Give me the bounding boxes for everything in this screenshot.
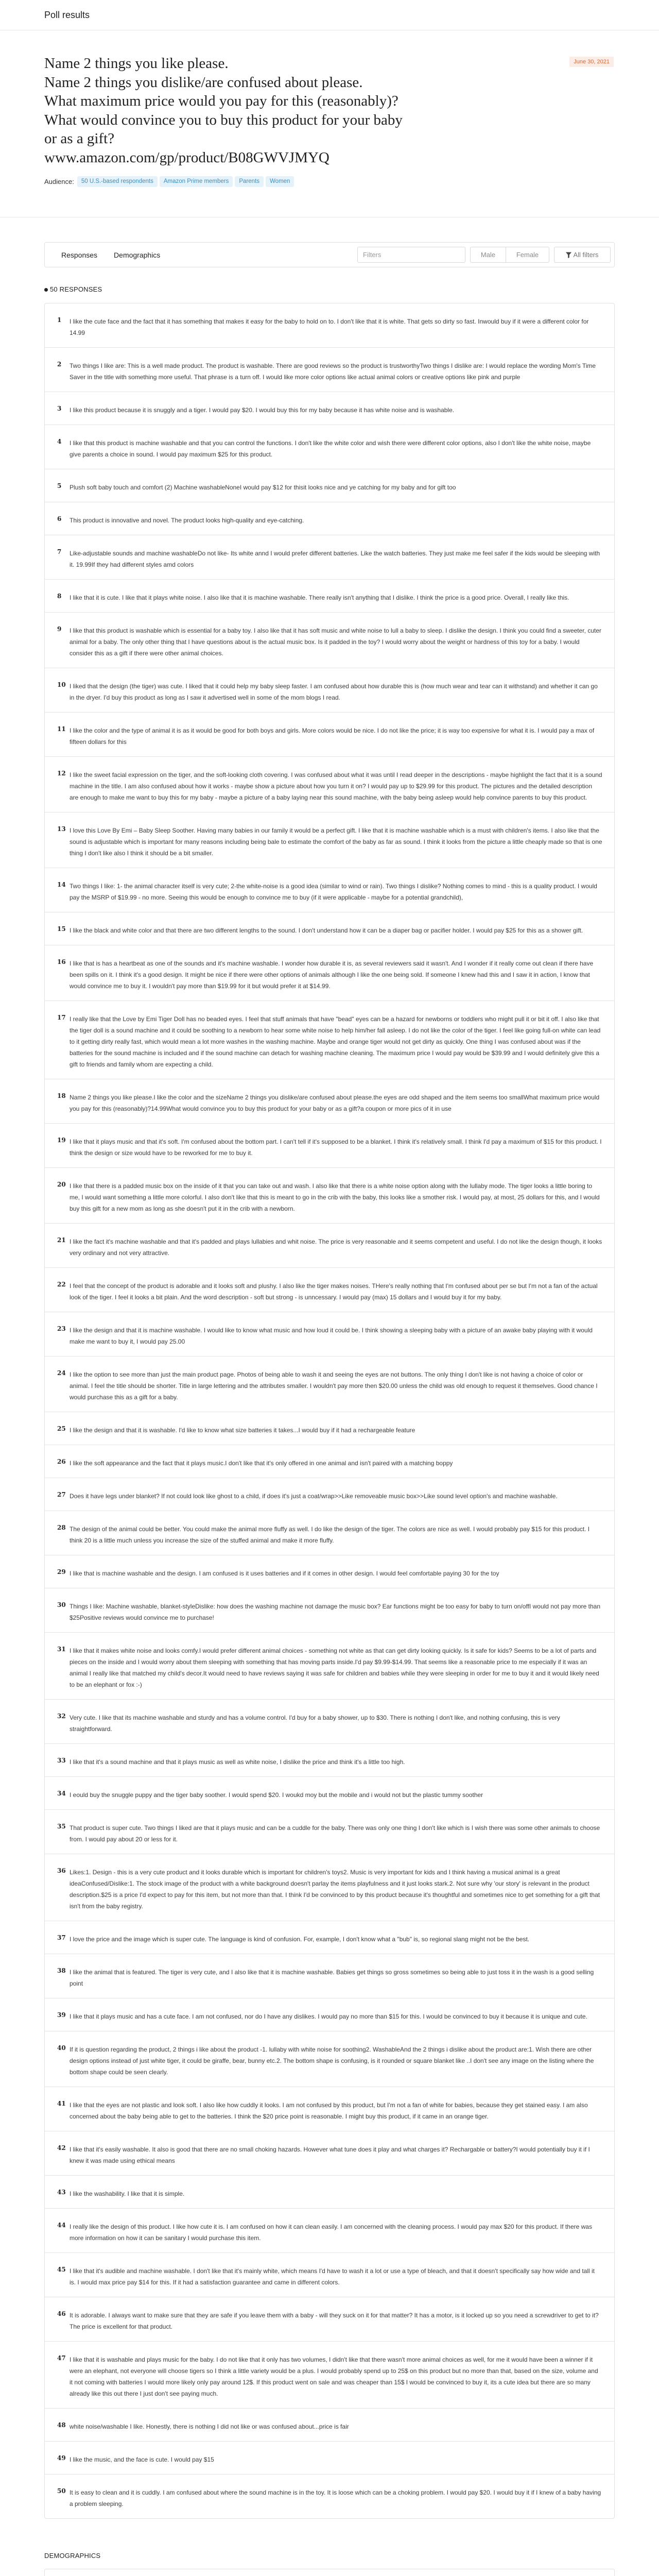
response-item (45, 1954, 614, 1998)
response-number: 1 (57, 316, 62, 324)
response-number: 22 (57, 1281, 66, 1288)
response-number: 47 (57, 2354, 66, 2362)
response-number: 38 (57, 1967, 66, 1974)
poll-header (44, 30, 615, 187)
all-filters-label: All filters (573, 251, 599, 259)
response-number: 7 (57, 548, 62, 555)
response-number: 41 (57, 2100, 66, 2107)
response-number: 44 (57, 2222, 66, 2229)
all-filters-button[interactable] (554, 247, 611, 263)
response-item (45, 612, 614, 668)
question-line: What would convince you to buy this product for your baby or as a gift? (44, 111, 403, 147)
response-item (45, 303, 614, 347)
response-number: 31 (57, 1646, 66, 1653)
response-number: 45 (57, 2266, 66, 2273)
response-item (45, 1356, 614, 1412)
response-number: 39 (57, 2011, 66, 2019)
response-number: 15 (57, 925, 66, 933)
response-text: I like that it's easily washable. It also is good that there are no small choking hazards. However what tune does it play and what charges it? Rechargable or battery?I would potentially buy it if I knew it was made using ethical means (70, 2146, 590, 2164)
response-item (45, 712, 614, 756)
response-text: I like the sweet facial expression on the tiger, and the soft-looking cloth covering. I was confused about what it was until I read deeper in the descriptions - maybe highlight the fact that it is a sound machine in the title. I am also confused about how it works - maybe show a picture about how you turn it on? I would pay up to $29.99 for this product. The pictures and the detailed description are enough to make me want to buy this for my baby - maybe a picture of a baby laying near this sound machine, with the baby being asleep would help convince parents to buy this product. (70, 771, 602, 801)
response-item (45, 912, 614, 945)
response-number: 19 (57, 1137, 66, 1144)
results-section (44, 242, 615, 2576)
response-text: I like that this product is machine washable and that you can control the functions. I don't like the white color and wish there were different color options, also I don't like the white noise, maybe give parents a choice in sound. I would pay maximum $25 for this product. (70, 439, 591, 458)
response-text: Very cute. I like that its machine washable and sturdy and has a volume control. I'd buy for a baby shower, up to $30. There is nothing I don't like, and nothing confusing, this is very straightforward. (70, 1714, 560, 1733)
response-item (45, 1854, 614, 1921)
response-text: Likes:1. Design - this is a very cute product and it looks durable which is important for children's toys2. Music is very important for kids and I think having a musical animal is a great ideaConfused/Dislike:1. The stock image of the product with a white background doesn't parlay the items playfulness and it just looks stark.2. Not sure why 'our story' is relevant in the product description.$25 is a price I'd expect to pay for this item, but not more than that. I think I'd be convinced to by this product because it's thoughtful and sometimes nice to get something for a gift that isn't from the baby registry. (70, 1869, 600, 1910)
response-item (45, 2031, 614, 2087)
response-text: I like the option to see more than just the main product page. Photos of being able to wash it and seeing the eyes are not buttons. The only thing I don't like is not having a choice of color or animal. I feel the title should be shorter. Title in large lettering and the attributes smaller. I wouldn't pay more then $20.00 unless the child was old enough to request it themselves. Good chance I would purchase this as a gift for a baby. (70, 1371, 598, 1401)
response-item (45, 1312, 614, 1356)
response-text: Plush soft baby touch and comfort (2) Machine washableNoneI would pay $12 for thisit looks nice and ye catching for my baby and for gift too (70, 484, 456, 491)
response-item (45, 2175, 614, 2208)
response-number: 14 (57, 881, 66, 888)
response-number: 18 (57, 1092, 66, 1099)
response-text: I like that it's audible and machine washable. I don't like that it's mainly white, which means I'd have to wash it a lot or use a type of bleach, and that it doesn't specifically say how wide and tall it is. I would max price pay $14 for this. If it had a satisfaction guarantee and came in different colors. (70, 2267, 595, 2286)
response-text: Like-adjustable sounds and machine washableDo not like- Its white annd I would prefer different batteries. Like the watch batteries. They just make me feel safer if the kids would be sleeping with it. 19.99If they had different styles amd colors (70, 550, 600, 568)
response-number: 28 (57, 1524, 66, 1531)
response-text: I really like the design of this product. I like how cute it is. I am confused on how it can clean easily. I am concerned with the cleaning process. I would pay max $20 for this product. If there was more information on how it can be sanitary I would purchase this item. (70, 2223, 592, 2242)
response-text: I like that this product is washable which is essential for a baby toy. I also like that it has soft music and white noise to lull a baby to sleep. I dislike the design. I think you could find a sweeter, cuter animal for a baby. The only other thing that I have questions about is the actual music box. Is it padded in the toy? I would worry about the weight or hardness of this toy for a baby. I would consider this as a gift if there were other animal choices. (70, 627, 601, 657)
response-item (45, 392, 614, 425)
chart-card (44, 2569, 615, 2576)
response-number: 42 (57, 2144, 66, 2151)
response-number: 2 (57, 361, 62, 368)
response-item (45, 579, 614, 612)
responses-list (44, 303, 615, 2519)
audience-row (44, 176, 615, 187)
response-text: I like the cute face and the fact that it has something that makes it easy for the baby to hold on to. I don't like that it is white. That gets so dirty so fast. Inwould buy if it were a different color for 14.99 (70, 318, 589, 336)
response-item (45, 535, 614, 579)
response-number: 35 (57, 1823, 66, 1830)
response-item (45, 1776, 614, 1809)
response-text: I really like that the Love by Emi Tiger Doll has no beaded eyes. I feel that stuff animals that have "bead" eyes can be a hazard for newborns or toddlers who might pull it or bit it off. I also like that the tiger doll is a sound machine and it could be soothing to a newborn to hear some white noise to help him/her fall asleep. I do not like the color of the tiger. I feel like going full-on white can lead to it getting dirty really fast, which would mean a lot more washes in the washing machine. Maybe and orange tiger would not get dirty as quickly. One thing I was confused about was if the batteries for the sound machine is included and if the sound machine can detach for washing machine cleaning. The maximum price I would pay would be $39.99 and I would definitely give this a gift to friends and family whom are expecting a child. (70, 1015, 601, 1068)
response-item (45, 469, 614, 502)
response-number: 20 (57, 1181, 66, 1188)
response-number: 34 (57, 1790, 66, 1797)
response-item (45, 1555, 614, 1588)
response-number: 5 (57, 482, 62, 489)
page-title: Poll results (44, 9, 90, 20)
response-text: I like the fact it's machine washable and that it's padded and plays lullabies and whit noise. The price is very reasonable and it seems competent and useful. I do not like the design though, it looks very ordinary and not very attractive. (70, 1238, 602, 1257)
audience-tag: Amazon Prime members (160, 176, 233, 187)
audience-tag: Women (266, 176, 294, 187)
response-item (45, 2252, 614, 2297)
response-item (45, 425, 614, 469)
response-number: 17 (57, 1014, 66, 1021)
response-text: I like that it makes white noise and looks comfy.I would prefer different animal choices - something not white as that can get dirty looking quickly. Is it safe for kids? Seems to be a lot of parts and pieces on the inside and I would worry about them sleeping with something that has moving parts inside.I'd pay $9.99-$14.99. That seems like a reasonable price to me especially if it was an animal I really like that matched my child's decor.It would need to have reviews saying it was safe for children and babies while they were sleeping in order for me to buy it and it would likely need to be an elephant or fox :-) (70, 1647, 599, 1688)
responses-heading (44, 285, 615, 294)
response-number: 8 (57, 592, 62, 600)
response-text: I feel that the concept of the product is adorable and it looks soft and plushy. I also like the tiger makes noises. THere's really nothing that I'm confused about per se but I'm not a fan of the actual look of the tiger. I feel it looks a bit plain. And the word description - soft but strong - is unncessary. I would pay (max) 15 dollars and I would buy it for my baby. (70, 1282, 598, 1301)
response-text: I like that is has a heartbeat as one of the sounds and it's machine washable. I wonder how durable it is, as several reviewers said it wasn't. And I wonder if it really come out clean if there have been spills on it. I think it's a good design. It might be nice if there were other options of animals although I like the one being sold. If someone I knew had this and I saw it in action, I know that would convince me to buy it. I wouldn't pay more than $19.99 for it but would prefer it at $14.99. (70, 960, 594, 990)
response-number: 23 (57, 1325, 66, 1332)
filters-input[interactable] (357, 247, 465, 263)
response-item (45, 756, 614, 812)
response-text: I like that it is cute. I like that it plays white noise. I also like that it is machine washable. There really isn't anything that I dislike. I think the price is a good price. Overall, I really like this. (70, 594, 569, 601)
response-number: 26 (57, 1458, 66, 1465)
response-number: 33 (57, 1757, 66, 1764)
response-text: I like this product because it is snuggly and a tiger. I would pay $20. I would buy this for my baby because it has white noise and is washable. (70, 406, 455, 414)
response-item (45, 1632, 614, 1699)
poll-question-title (44, 54, 410, 167)
demographics-heading (44, 2552, 615, 2560)
response-text: I like that the eyes are not plastic and look soft. I also like how cuddly it looks. I am not confused by this product, but I'm not a fan of white for babies, because they get stained easy. I am also concerned about the baby being able to get to the batteries. I think the $20 price point is reasonable. I might buy this product, if it came in an orange tiger. (70, 2102, 588, 2120)
response-text: I like the soft appearance and the fact that it plays music.I don't like that it's only offered in one animal and isn't paired with a matching boppy (70, 1460, 453, 1467)
chart-title (45, 2569, 614, 2576)
male-filter-button[interactable]: Male (480, 251, 496, 259)
demographics-charts (44, 2569, 615, 2576)
audience-tag: Parents (235, 176, 264, 187)
response-item (45, 945, 614, 1001)
response-item (45, 1478, 614, 1511)
response-item (45, 1743, 614, 1776)
response-number: 27 (57, 1491, 66, 1498)
response-number: 40 (57, 2044, 66, 2052)
response-text: I like the color and the type of animal it is as it would be good for both boys and girls. More colors would be nice. I do not like the price; it is way too expensive for what it is. I would pay a max of fifteen dollars for this (70, 727, 595, 745)
response-item (45, 2297, 614, 2341)
audience-tag: 50 U.S.-based respondents (77, 176, 158, 187)
response-item (45, 1588, 614, 1632)
response-item (45, 2208, 614, 2252)
response-text: I like that it's a sound machine and that it plays music as well as white noise, I dislike the price and think it's a little too high. (70, 1758, 405, 1766)
response-text: Two things I like are: This is a well made product. The product is washable. There are good reviews so the product is trustworthyTwo things I dislike are: I would replace the wording Mom's Time Saver in the title with something more useful. That phrase is a turn off. I would like more color options like actual animal colors or creative options like pink and purple (70, 362, 596, 381)
response-text: If it is question regarding the product, 2 things i like about the product -1. lullaby with white noise for soothing2. WashableAnd the 2 things i dislike about the product are:1. Wish there are other design options instead of just white tiger, it could be giraffe, bear, bunny etc.2. The bottom shape is confusing, is it rounded or square blanket like ..I don't see any image on the listing where the bottom shape could be seen clearly. (70, 2046, 594, 2076)
response-item (45, 1001, 614, 1079)
response-number: 4 (57, 438, 62, 445)
response-text: It is easy to clean and it is cuddly. I am confused about where the sound machine is in the toy. It is loose which can be a choking problem. I would pay $20. I would buy it if I knew of a baby having a problem sleeping. (70, 2489, 601, 2507)
top-bar-inner (44, 0, 615, 30)
bullet-icon (44, 288, 48, 292)
response-text: I like the design and that it is washable. I'd like to know what size batteries it takes...I would buy if it had a rechargeable feature (70, 1427, 415, 1434)
response-number: 25 (57, 1425, 66, 1432)
demographics-title: DEMOGRAPHICS (44, 2552, 101, 2560)
response-text: I like the design and that it is machine washable. I would like to know what music and how loud it could be. I think showing a sleeping baby with a picture of an awake baby playing with it would make me want to buy it, I would pay 25.00 (70, 1327, 593, 1345)
response-text: I like that it is washable and plays music for the baby. I do not like that it only has two volumes, I didn't like that there wasn't more animal choices as well, for me it would have been a winner if it were an elephant, not everyone will choose tigers so I think a little variety would be a plus. I would probably spend up to 25$ on this product but no more than that, based on the size, volume and it not coming with batteries I would more likely only pay around 12$. If this product went on sale and was cheaper than 15$ I would be convinced to buy it, its a cute idea but there are so many already like this out there I just don't see paying much. (70, 2356, 598, 2397)
responses-count: 50 RESPONSES (50, 285, 102, 293)
response-number: 46 (57, 2310, 66, 2317)
response-item (45, 2087, 614, 2131)
response-number: 36 (57, 1867, 66, 1874)
response-number: 12 (57, 770, 66, 777)
response-text: Does it have legs under blanket? If not could look like ghost to a child, if does it's just a coat/wrap>>Like removeable music box>>Like sound level option's and machine washable. (70, 1493, 558, 1500)
gender-filter-group (470, 247, 549, 263)
response-number: 30 (57, 1601, 66, 1608)
response-number: 49 (57, 2454, 66, 2462)
response-text: This product is innovative and novel. The product looks high-quality and eye-catching. (70, 517, 304, 524)
response-item (45, 2341, 614, 2408)
response-item (45, 1511, 614, 1555)
response-number: 43 (57, 2189, 66, 2196)
response-text: That product is super cute. Two things I liked are that it plays music and can be a cuddle for the baby. There was only one thing I don't like which is I wish there was some other animals to choose from. I would pay about 20 or less for it. (70, 1824, 600, 1843)
response-number: 37 (57, 1934, 66, 1941)
response-text: I like the animal that is featured. The tiger is very cute, and I also like that it is machine washable. Babies get things so gross sometimes so being able to just toss it in the wash is a good selling point (70, 1969, 594, 1987)
response-text: It is adorable. I always want to make sure that they are safe if you leave them with a baby - will they suck on it for that matter? It has a motor, is it locked up so you need a screwdriver to get to it? The price is excellent for that product. (70, 2312, 599, 2330)
response-text: I like that it plays music and that it's soft. I'm confused about the bottom part. I can't tell if it's supposed to be a blanket. I think it's relatively small. I think I'd pay a maximum of $15 for this product. I think the design or size would have to be reworked for me to buy it. (70, 1138, 602, 1157)
response-text: I like the music, and the face is cute. I would pay $15 (70, 2456, 214, 2463)
response-item (45, 2474, 614, 2518)
response-item (45, 347, 614, 392)
response-item (45, 1998, 614, 2031)
response-item (45, 1412, 614, 1445)
tab-demographics[interactable]: Demographics (114, 250, 161, 259)
response-text: I eould buy the snuggle puppy and the tiger baby soother. I would spend $20. I woukd moy but the mobile and i would not but the plastic tummy soother (70, 1791, 483, 1799)
female-filter-button[interactable]: Female (506, 247, 549, 262)
response-item (45, 2131, 614, 2175)
poll-results-page (0, 30, 659, 2576)
response-text: Things I like: Machine washable, blanket-styleDislike: how does the washing machine not damage the music box? Ear functions might be too easy for baby to turn on/offI would not pay more than $25Positive reviews would convince me to purchase! (70, 1603, 601, 1621)
funnel-icon (566, 252, 571, 258)
response-number: 48 (57, 2421, 66, 2429)
response-number: 24 (57, 1369, 66, 1377)
response-item (45, 502, 614, 535)
response-text: I like that it plays music and has a cute face. I am not confused, nor do I have any dislikes. I would pay no more than $15 for this. I would be convinced to buy it because it is unique and cute. (70, 2013, 587, 2020)
response-text: The design of the animal could be better. You could make the animal more fluffy as well. I do like the design of the tiger. The colors are nice as well. I would probably pay $15 for this product. I think 20 is a little much unless you increase the size of the stuffed animal and make it more fluffy. (70, 1526, 590, 1544)
response-number: 32 (57, 1713, 66, 1720)
response-text: I liked that the design (the tiger) was cute. I liked that it could help my baby sleep faster. I am confused about how durable this is (how much wear and tear can it withstand) and whether it can go in the dryer. I'd buy this product as long as I saw it advertised well in some of the mom blogs I read. (70, 683, 598, 701)
response-item (45, 812, 614, 868)
response-item (45, 1809, 614, 1854)
response-number: 3 (57, 405, 62, 412)
product-url: www.amazon.com/gp/product/B08GWVJMYQ (44, 149, 330, 166)
response-text: I like the black and white color and that there are two different lengths to the sound. I don't understand how it can be a diaper bag or pacifier holder. I would pay $25 for this as a shower gift. (70, 927, 583, 934)
response-text: Two things I like: 1- the animal character itself is very cute; 2-the white-noise is a good idea (similar to wind or rain). Two things I dislike? Nothing comes to mind - this is a quality product. I would pay the MSRP of $19.99 - no more. Seeing this would be enough to convince me to buy (if it were applicable - maybe for a potential grandchild), (70, 883, 597, 901)
response-item (45, 2408, 614, 2441)
response-item (45, 1223, 614, 1267)
response-item (45, 668, 614, 712)
response-text: white noise/washable I like. Honestly, there is nothing I did not like or was confused about...price is fair (70, 2423, 349, 2430)
response-item (45, 1699, 614, 1743)
response-number: 11 (57, 725, 66, 733)
response-number: 50 (57, 2487, 66, 2495)
tab-responses[interactable]: Responses (61, 250, 98, 259)
response-text: I like that there is a padded music box on the inside of it that you can take out and wash. I also like that there is a white noise option along with the lullaby mode. The tiger looks a little boring to me, I would want something a little more colorful. I also don't like that this is meant to go in the crib with the baby, this looks like a smother risk. I would pay, at most, 25 dollars for this, and I would buy this gift for a new mom as long as she doesn't put it in the crib with a newborn. (70, 1182, 600, 1212)
question-line: Name 2 things you dislike/are confused about please. (44, 74, 363, 91)
question-line: Name 2 things you like please. (44, 55, 229, 72)
response-item (45, 1123, 614, 1167)
response-item (45, 1079, 614, 1123)
response-text: I love this Love By Emi – Baby Sleep Soother. Having many babies in our family it would be a perfect gift. I like that it is machine washable which is a must with children's items. I also like that the sound is adjustable which is important for many reasons including being bale to estimate the comfort of the baby as far as sound. I think it looks from the picture a little cheaply made so that is one thing I don't like also I think it should be a bit smaller. (70, 827, 602, 857)
question-line: What maximum price would you pay for this (reasonably)? (44, 93, 398, 109)
response-number: 21 (57, 1236, 66, 1244)
response-text: I love the price and the image which is super cute. The language is kind of confusion. For, example, I don't know what a "bub" is, so regional slang might not be the best. (70, 1936, 530, 1943)
results-toolbar (44, 242, 615, 267)
response-number: 9 (57, 625, 62, 633)
response-number: 16 (57, 958, 66, 965)
poll-date-badge: June 30, 2021 (569, 57, 614, 67)
response-item (45, 1167, 614, 1223)
response-text: I like that is machine washable and the design. I am confused is it uses batteries and if it comes in other design. I would feel comfortable paying 30 for the toy (70, 1570, 499, 1577)
response-number: 6 (57, 515, 62, 522)
response-item (45, 1921, 614, 1954)
response-text: Name 2 things you like please.I like the color and the sizeName 2 things you dislike/are confused about please.the eyes are odd shaped and the item seems too smallWhat maximum price would you pay for this (reasonably)?14.99What would convince you to buy this product for your baby or as a gift?a coupon or more pics of it in use (70, 1094, 600, 1112)
audience-label: Audience: (44, 178, 74, 185)
response-item (45, 868, 614, 912)
response-number: 10 (57, 681, 66, 688)
response-text: I like the washability. I like that it is simple. (70, 2190, 185, 2197)
response-number: 29 (57, 1568, 66, 1575)
response-item (45, 2441, 614, 2474)
response-item (45, 1267, 614, 1312)
response-item (45, 1445, 614, 1478)
top-bar (0, 0, 659, 30)
response-number: 13 (57, 825, 66, 833)
